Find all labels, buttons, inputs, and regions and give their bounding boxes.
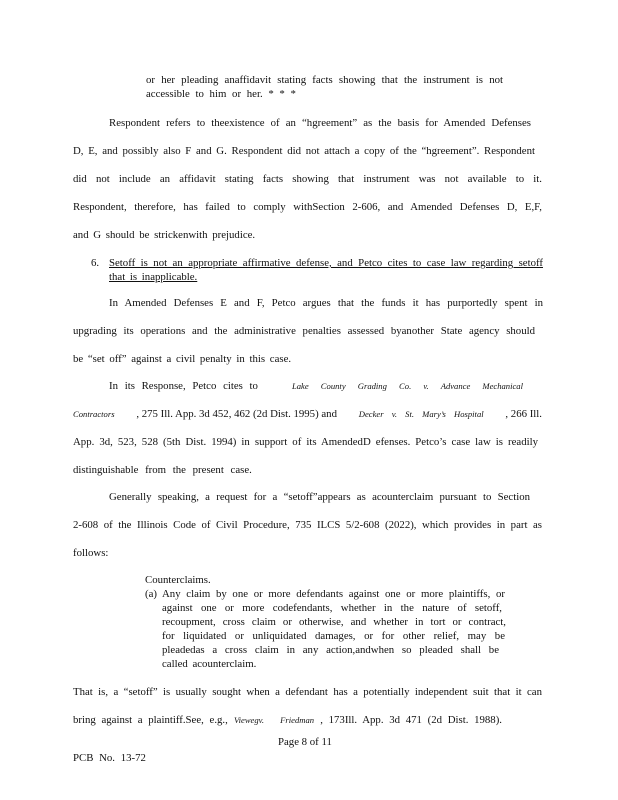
quote-line-4: for liquidated or unliquidated damages, or for other relief, may be — [162, 630, 505, 642]
paragraph-5-text-2: , 173Ill. App. 3d 471 (2d Dist. 1988). — [320, 714, 502, 726]
paragraph-2-line-2: upgrading its operations and the administrative penalties assessed byanother State agency should — [73, 325, 535, 337]
case-citation-viewegv: Viewegv. Friedman — [234, 715, 315, 725]
case-citation-contractors: Contractors — [73, 409, 115, 419]
paragraph-3-line-3: App. 3d, 523, 528 (5th Dist. 1994) in support of its AmendedD efenses. Petco’s case law is readily — [73, 436, 538, 448]
paragraph-2-line-1: In Amended Defenses E and F, Petco argues that the funds it has purportedly spent in — [109, 297, 543, 309]
quote-item-label: (a) — [145, 588, 157, 600]
quote-line-1: Any claim by one or more defendants against one or more plaintiffs, or — [162, 588, 505, 600]
paragraph-5-line-1: That is, a “setoff” is usually sought when a defendant has a potentially independent suit that it can — [73, 686, 542, 698]
paragraph-4-line-2: 2-608 of the Illinois Code of Civil Procedure, 735 ILCS 5/2-608 (2022), which provides in part as — [73, 519, 542, 531]
paragraph-4-line-3: follows: — [73, 547, 109, 559]
paragraph-3-text-1: In its Response, Petco cites to — [109, 380, 258, 392]
paragraph-4-line-1: Generally speaking, a request for a “setoff”appears as acounterclaim pursuant to Section — [109, 491, 530, 503]
quote-line-2: against one or more codefendants, whether in the nature of setoff, — [162, 602, 502, 614]
paragraph-3-text-3: , 266 Ill. — [505, 408, 542, 420]
page-number: Page 8 of 11 — [278, 736, 332, 748]
heading-line-2: that is inapplicable. — [109, 271, 198, 283]
paragraph-1-line-2: D, E, and possibly also F and G. Respondent did not attach a copy of the “hgreement”. Respondent — [73, 145, 535, 157]
quote-line-5: pleadedas a cross claim in any action,andwhen so pleaded shall be — [162, 644, 499, 656]
paragraph-5-line-2 — [73, 713, 502, 727]
quote-line-6: called acounterclaim. — [162, 658, 257, 670]
paragraph-3-line-4: distinguishable from the present case. — [73, 464, 252, 476]
paragraph-2-line-3: be “set off” against a civil penalty in this case. — [73, 353, 292, 365]
paragraph-3-text-2: , 275 Ill. App. 3d 452, 462 (2d Dist. 1995) and — [136, 408, 337, 420]
paragraph-3-line-2 — [73, 407, 542, 421]
paragraph-1-line-3: did not include an affidavit stating facts showing that instrument was not available to it. — [73, 173, 542, 185]
heading-number: 6. — [91, 257, 100, 269]
paragraph-3-line-1 — [109, 379, 523, 393]
case-citation-lake-county: Lake County Grading Co. v. Advance Mechanical — [291, 381, 523, 391]
heading-line-1: Setoff is not an appropriate affirmative defense, and Petco cites to case law regarding setoff — [109, 257, 543, 269]
quote-line-3: recoupment, cross claim or otherwise, and whether in tort or contract, — [162, 616, 506, 628]
paragraph-5-text-1: bring against a plaintiff.See, e.g., — [73, 714, 228, 726]
paragraph-1-line-1: Respondent refers to theexistence of an “hgreement” as the basis for Amended Defenses — [109, 117, 531, 129]
paragraph-1-line-5: and G should be strickenwith prejudice. — [73, 229, 256, 241]
case-citation-decker: Decker v. St. Mary’s Hospital — [358, 409, 484, 419]
quote-title: Counterclaims. — [145, 574, 211, 586]
paragraph-1-line-4: Respondent, therefore, has failed to comply withSection 2-606, and Amended Defenses D, E,F, — [73, 201, 542, 213]
quote-continuation-line-1: or her pleading anaffidavit stating facts showing that the instrument is not — [146, 74, 503, 86]
quote-continuation-line-2: accessible to him or her. * * * — [146, 88, 296, 100]
case-number: PCB No. 13-72 — [73, 752, 146, 764]
